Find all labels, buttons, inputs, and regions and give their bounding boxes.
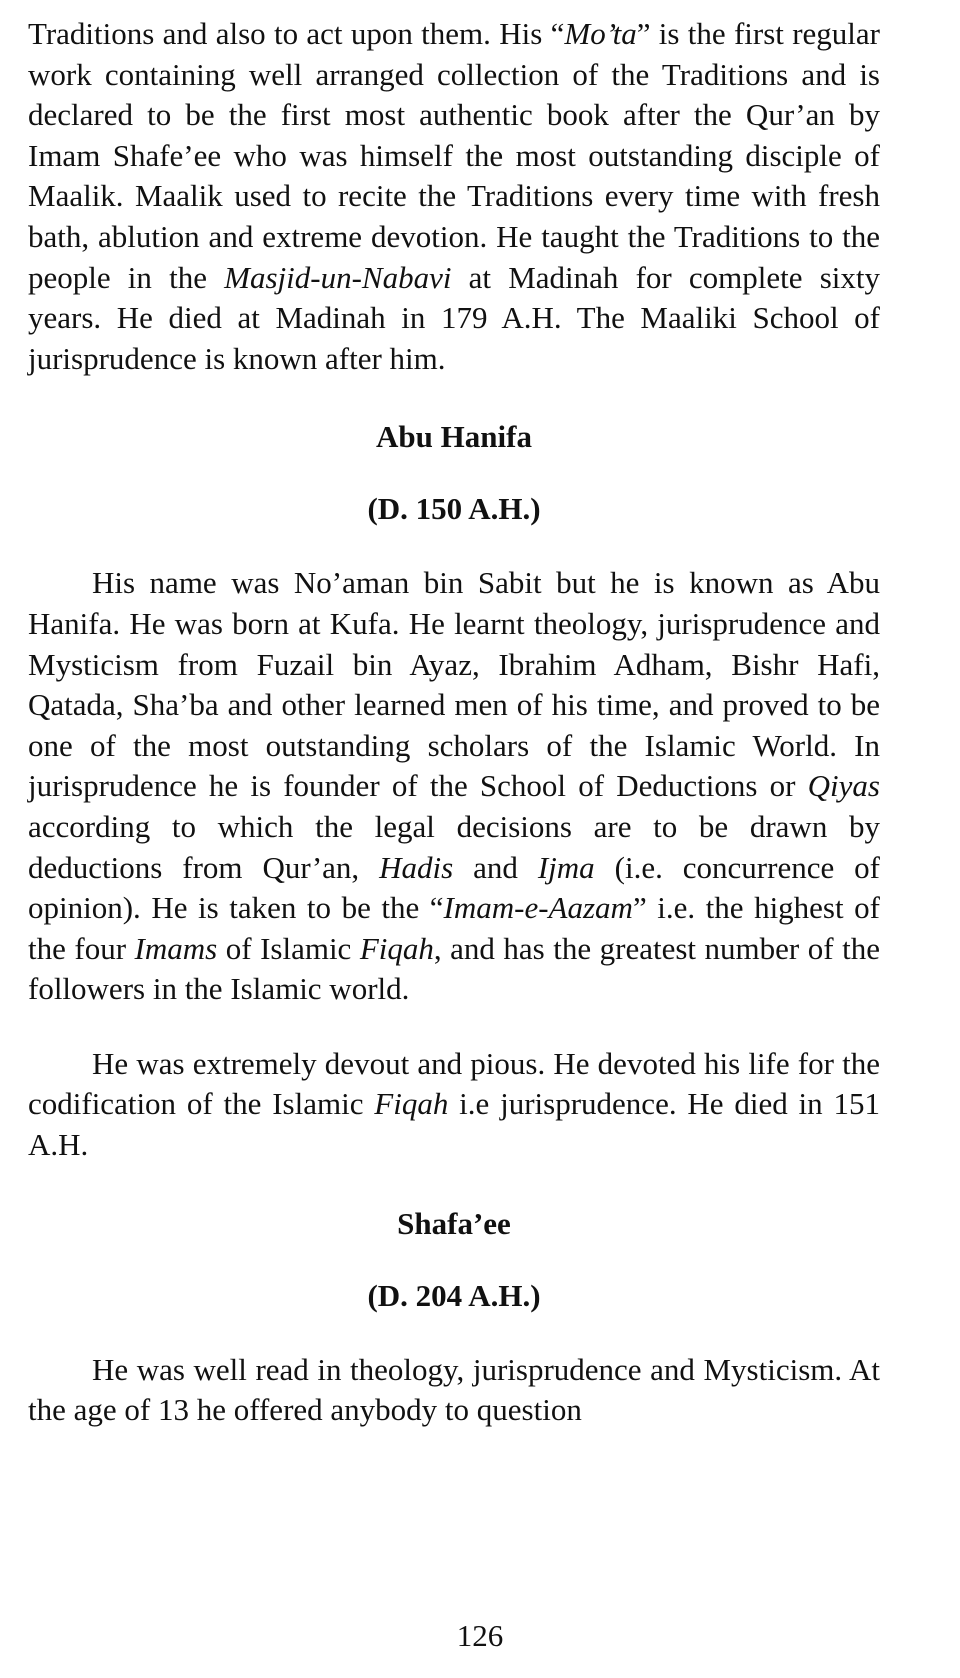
death-date-shafaee: (D. 204 A.H.) bbox=[367, 1277, 541, 1313]
italic-term: Imams bbox=[134, 930, 218, 966]
book-page bbox=[28, 14, 880, 1431]
text-run: (i.e. concurrence of opinion). He is taken to be the “ bbox=[28, 849, 880, 926]
italic-term: Ijma bbox=[537, 849, 595, 885]
text-run: He was well read in theology, jurisprudence and Mysticism. At the age of 13 he offered anybody to question bbox=[28, 1351, 880, 1428]
paragraph-abu-hanifa-piety bbox=[28, 1044, 880, 1166]
text-run: ” i.e. the highest of the four bbox=[28, 890, 880, 966]
text-run: and bbox=[453, 849, 538, 885]
text-run: His name was No’aman bin Sabit but he is known as Abu Hanifa. He was born at Kufa. He learnt theology, jurisprudence and Mysticism from Fuzail bin Ayaz, Ibrahim Adham, Bishr Hafi, Qatada, Sha’ba and other learned men of his time, and proved to be one of the most outstanding scholars of the Islamic World. In jurisprudence he is founder of the School of Deductions or bbox=[28, 565, 880, 804]
italic-term: Imam-e-Aazam bbox=[443, 890, 633, 926]
section-heading-abu-hanifa: Abu Hanifa bbox=[376, 419, 532, 455]
text-run: at Madinah for complete sixty years. He died at Madinah in 179 A.H. The Maaliki School of jurisprudence is known after him. bbox=[28, 259, 880, 376]
text-run: , and has the greatest number of the followers in the Islamic world. bbox=[28, 930, 880, 1007]
italic-work-title: Mo’ta bbox=[564, 16, 637, 51]
italic-place-name: Masjid-un-Nabavi bbox=[224, 259, 452, 295]
section-heading-shafaee: Shafa’ee bbox=[397, 1205, 511, 1241]
paragraph-maalik-conclusion bbox=[28, 14, 880, 379]
text-run: Traditions and also to act upon them. His “ bbox=[28, 16, 565, 51]
text-run: He was extremely devout and pious. He devoted his life for the codification of the Islamic bbox=[28, 1045, 880, 1122]
italic-term: Fiqah bbox=[374, 1086, 449, 1122]
italic-term: Qiyas bbox=[807, 768, 880, 804]
italic-term: Fiqah bbox=[359, 930, 434, 966]
text-run: of Islamic bbox=[217, 930, 360, 966]
paragraph-abu-hanifa-biography bbox=[28, 563, 880, 1010]
death-date-abu-hanifa: (D. 150 A.H.) bbox=[367, 491, 541, 527]
text-run: according to which the legal decisions are to be drawn by deductions from Qur’an, bbox=[28, 808, 880, 885]
page-number: 126 bbox=[456, 1618, 504, 1653]
paragraph-shafaee-biography bbox=[28, 1350, 880, 1431]
text-run: i.e jurisprudence. He died in 151 A.H. bbox=[28, 1086, 880, 1163]
italic-term: Hadis bbox=[379, 849, 454, 885]
text-run: ” is the first regular work containing well arranged collection of the Traditions and is declared to be the first most authentic book after the Qur’an by Imam Shafe’ee who was himself the most outstanding disciple of Maalik. Maalik used to recite the Traditions every time with fresh bath, ablution and extreme devotion. He taught the Traditions to the people in the bbox=[28, 16, 880, 295]
